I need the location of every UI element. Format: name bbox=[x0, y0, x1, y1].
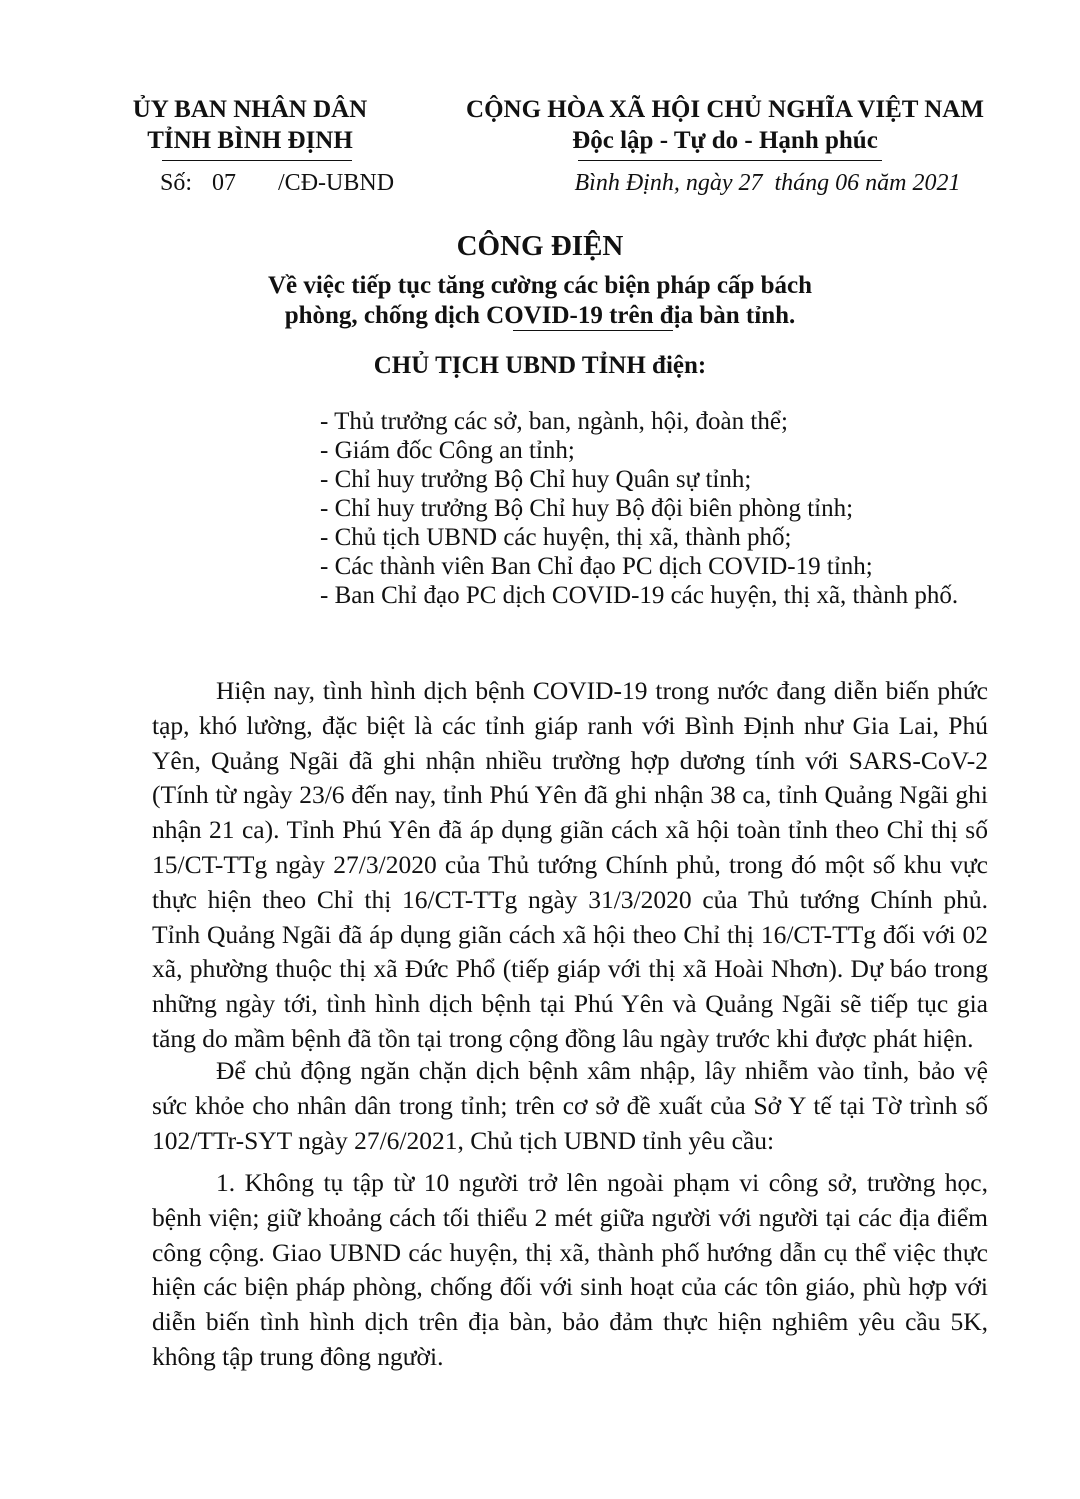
sender-line: CHỦ TỊCH UBND TỈNH điện: bbox=[373, 352, 707, 379]
document-type-title: CÔNG ĐIỆN bbox=[456, 230, 624, 262]
recipient-item: - Các thành viên Ban Chỉ đạo PC dịch COVID-19 tỉnh; bbox=[320, 553, 873, 580]
recipient-item: - Thủ trưởng các sở, ban, ngành, hội, đoàn thể; bbox=[320, 408, 788, 435]
agency-underline bbox=[162, 160, 352, 161]
recipient-item: - Chỉ huy trưởng Bộ Chỉ huy Bộ đội biên phòng tỉnh; bbox=[320, 495, 854, 522]
document-number bbox=[160, 170, 394, 197]
national-title: CỘNG HÒA XÃ HỘI CHỦ NGHĨA VIỆT NAM bbox=[466, 96, 984, 123]
place-date: Bình Định, ngày 27 tháng 06 năm 2021 bbox=[574, 170, 961, 196]
national-motto: Độc lập - Tự do - Hạnh phúc bbox=[572, 127, 878, 154]
recipient-item: - Giám đốc Công an tỉnh; bbox=[320, 437, 575, 464]
number-suffix: /CĐ-UBND bbox=[278, 170, 395, 196]
motto-underline bbox=[578, 160, 882, 161]
body-paragraph-context: Hiện nay, tình hình dịch bệnh COVID-19 trong nước đang diễn biến phức tạp, khó lường, đặc biệt là các tỉnh giáp ranh với Bình Định như Gia Lai, Phú Yên, Quảng Ngãi đã ghi nhận nhiều trường hợp dương tính với SARS-CoV-2 (Tính từ ngày 23/6 đến nay, tỉnh Phú Yên đã ghi nhận 38 ca, tỉnh Quảng Ngãi ghi nhận 21 ca). Tỉnh Phú Yên đã áp dụng giãn cách xã hội toàn tỉnh theo Chỉ thị số 15/CT-TTg ngày 27/3/2020 của Thủ tướng Chính phủ, trong đó một số khu vực thực hiện theo Chỉ thị 16/CT-TTg ngày 31/3/2020 của Thủ tướng Chính phủ. Tỉnh Quảng Ngãi đã áp dụng giãn cách xã hội theo Chỉ thị 16/CT-TTg đối với 02 xã, phường thuộc thị xã Đức Phổ (tiếp giáp với thị xã Hoài Nhơn). Dự báo trong những ngày tới, tình hình dịch bệnh tại Phú Yên và Quảng Ngãi sẽ tiếp tục gia tăng do mầm bệnh đã tồn tại trong cộng đồng lâu ngày trước khi được phát hiện. bbox=[152, 676, 988, 1053]
recipient-item: - Ban Chỉ đạo PC dịch COVID-19 các huyện, thị xã, thành phố. bbox=[320, 582, 959, 609]
agency-name-line2: TỈNH BÌNH ĐỊNH bbox=[147, 127, 353, 154]
recipient-item: - Chỉ huy trưởng Bộ Chỉ huy Quân sự tỉnh; bbox=[320, 466, 752, 493]
body-paragraph-request: Để chủ động ngăn chặn dịch bệnh xâm nhập, lây nhiễm vào tỉnh, bảo vệ sức khỏe cho nhân dân trong tỉnh; trên cơ sở đề xuất của Sở Y tế tại Tờ trình số 102/TTr-SYT ngày 27/6/2021, Chủ tịch UBND tỉnh yêu cầu: bbox=[152, 1056, 988, 1155]
recipient-item: - Chủ tịch UBND các huyện, thị xã, thành phố; bbox=[320, 524, 792, 551]
number-value: 07 bbox=[212, 170, 237, 196]
number-label: Số: bbox=[160, 170, 193, 196]
body-paragraph-item-1: 1. Không tụ tập từ 10 người trở lên ngoài phạm vi công sở, trường học, bệnh viện; giữ khoảng cách tối thiểu 2 mét giữa người với người tại các địa điểm công cộng. Giao UBND các huyện, thị xã, thành phố hướng dẫn cụ thể việc thực hiện các biện pháp phòng, chống đối với sinh hoạt của các tôn giáo, phù hợp với diễn biến tình hình dịch trên địa bàn, bảo đảm thực hiện nghiêm yêu cầu 5K, không tập trung đông người. bbox=[152, 1168, 988, 1371]
subject-underline bbox=[513, 330, 673, 331]
recipient-list bbox=[320, 407, 1040, 610]
subject-line-1: Về việc tiếp tục tăng cường các biện pháp cấp bách bbox=[267, 272, 813, 299]
agency-name-line1: ỦY BAN NHÂN DÂN bbox=[132, 96, 368, 123]
subject-line-2: phòng, chống dịch COVID-19 trên địa bàn tỉnh. bbox=[284, 302, 796, 329]
